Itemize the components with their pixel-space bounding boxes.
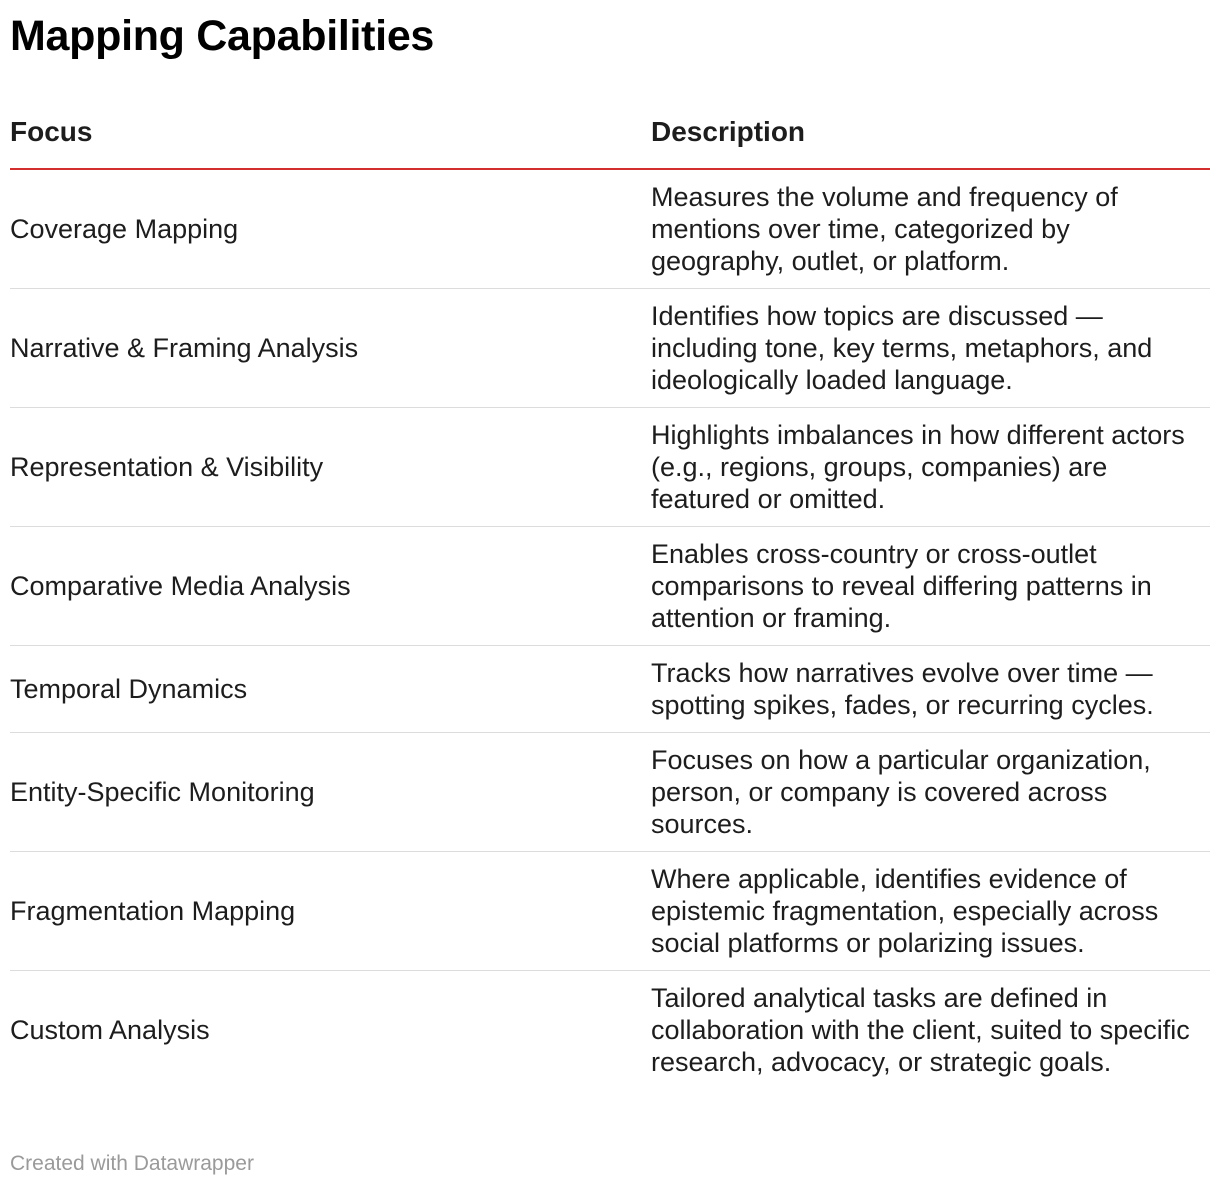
- cell-description: Enables cross-country or cross-outlet comparisons to reveal differing patterns in attention or framing.: [651, 527, 1210, 646]
- column-header-focus: Focus: [10, 96, 651, 169]
- cell-description: Highlights imbalances in how different actors (e.g., regions, groups, companies) are featured or omitted.: [651, 408, 1210, 527]
- cell-description: Tailored analytical tasks are defined in collaboration with the client, suited to specific research, advocacy, or strategic goals.: [651, 983, 1190, 1077]
- cell-focus: Fragmentation Mapping: [10, 852, 651, 971]
- table-row: [10, 169, 1210, 289]
- chart-container: [10, 0, 1210, 1175]
- cell-focus: Comparative Media Analysis: [10, 527, 651, 646]
- table-row: [10, 646, 1210, 733]
- cell-focus: Coverage Mapping: [10, 169, 651, 289]
- cell-focus: Representation & Visibility: [10, 408, 651, 527]
- datawrapper-credit: Created with Datawrapper: [10, 1152, 254, 1175]
- table-row: [10, 289, 1210, 408]
- cell-description: Tracks how narratives evolve over time — spotting spikes, fades, or recurring cycles.: [651, 646, 1210, 733]
- table-row: [10, 733, 1210, 852]
- table-row: [10, 408, 1210, 527]
- cell-description: Where applicable, identifies evidence of epistemic fragmentation, especially across social platforms or polarizing issues.: [651, 852, 1210, 971]
- chart-title: Mapping Capabilities: [10, 12, 435, 60]
- cell-description: Measures the volume and frequency of mentions over time, categorized by geography, outlet, or platform.: [651, 169, 1210, 289]
- table-header-row: [10, 96, 1210, 169]
- cell-description: Focuses on how a particular organization, person, or company is covered across sources.: [651, 733, 1210, 852]
- cell-focus: Narrative & Framing Analysis: [10, 289, 651, 408]
- cell-focus: Temporal Dynamics: [10, 646, 651, 733]
- capabilities-table: [10, 96, 1210, 1089]
- column-header-description: Description: [651, 96, 1210, 169]
- cell-focus: Custom Analysis: [10, 1015, 210, 1045]
- table-row: [10, 971, 1210, 1090]
- cell-focus: Entity-Specific Monitoring: [10, 733, 651, 852]
- table-body: [10, 169, 1210, 1089]
- table-row: [10, 527, 1210, 646]
- cell-description: Identifies how topics are discussed — including tone, key terms, metaphors, and ideologically loaded language.: [651, 289, 1210, 408]
- table-row: [10, 852, 1210, 971]
